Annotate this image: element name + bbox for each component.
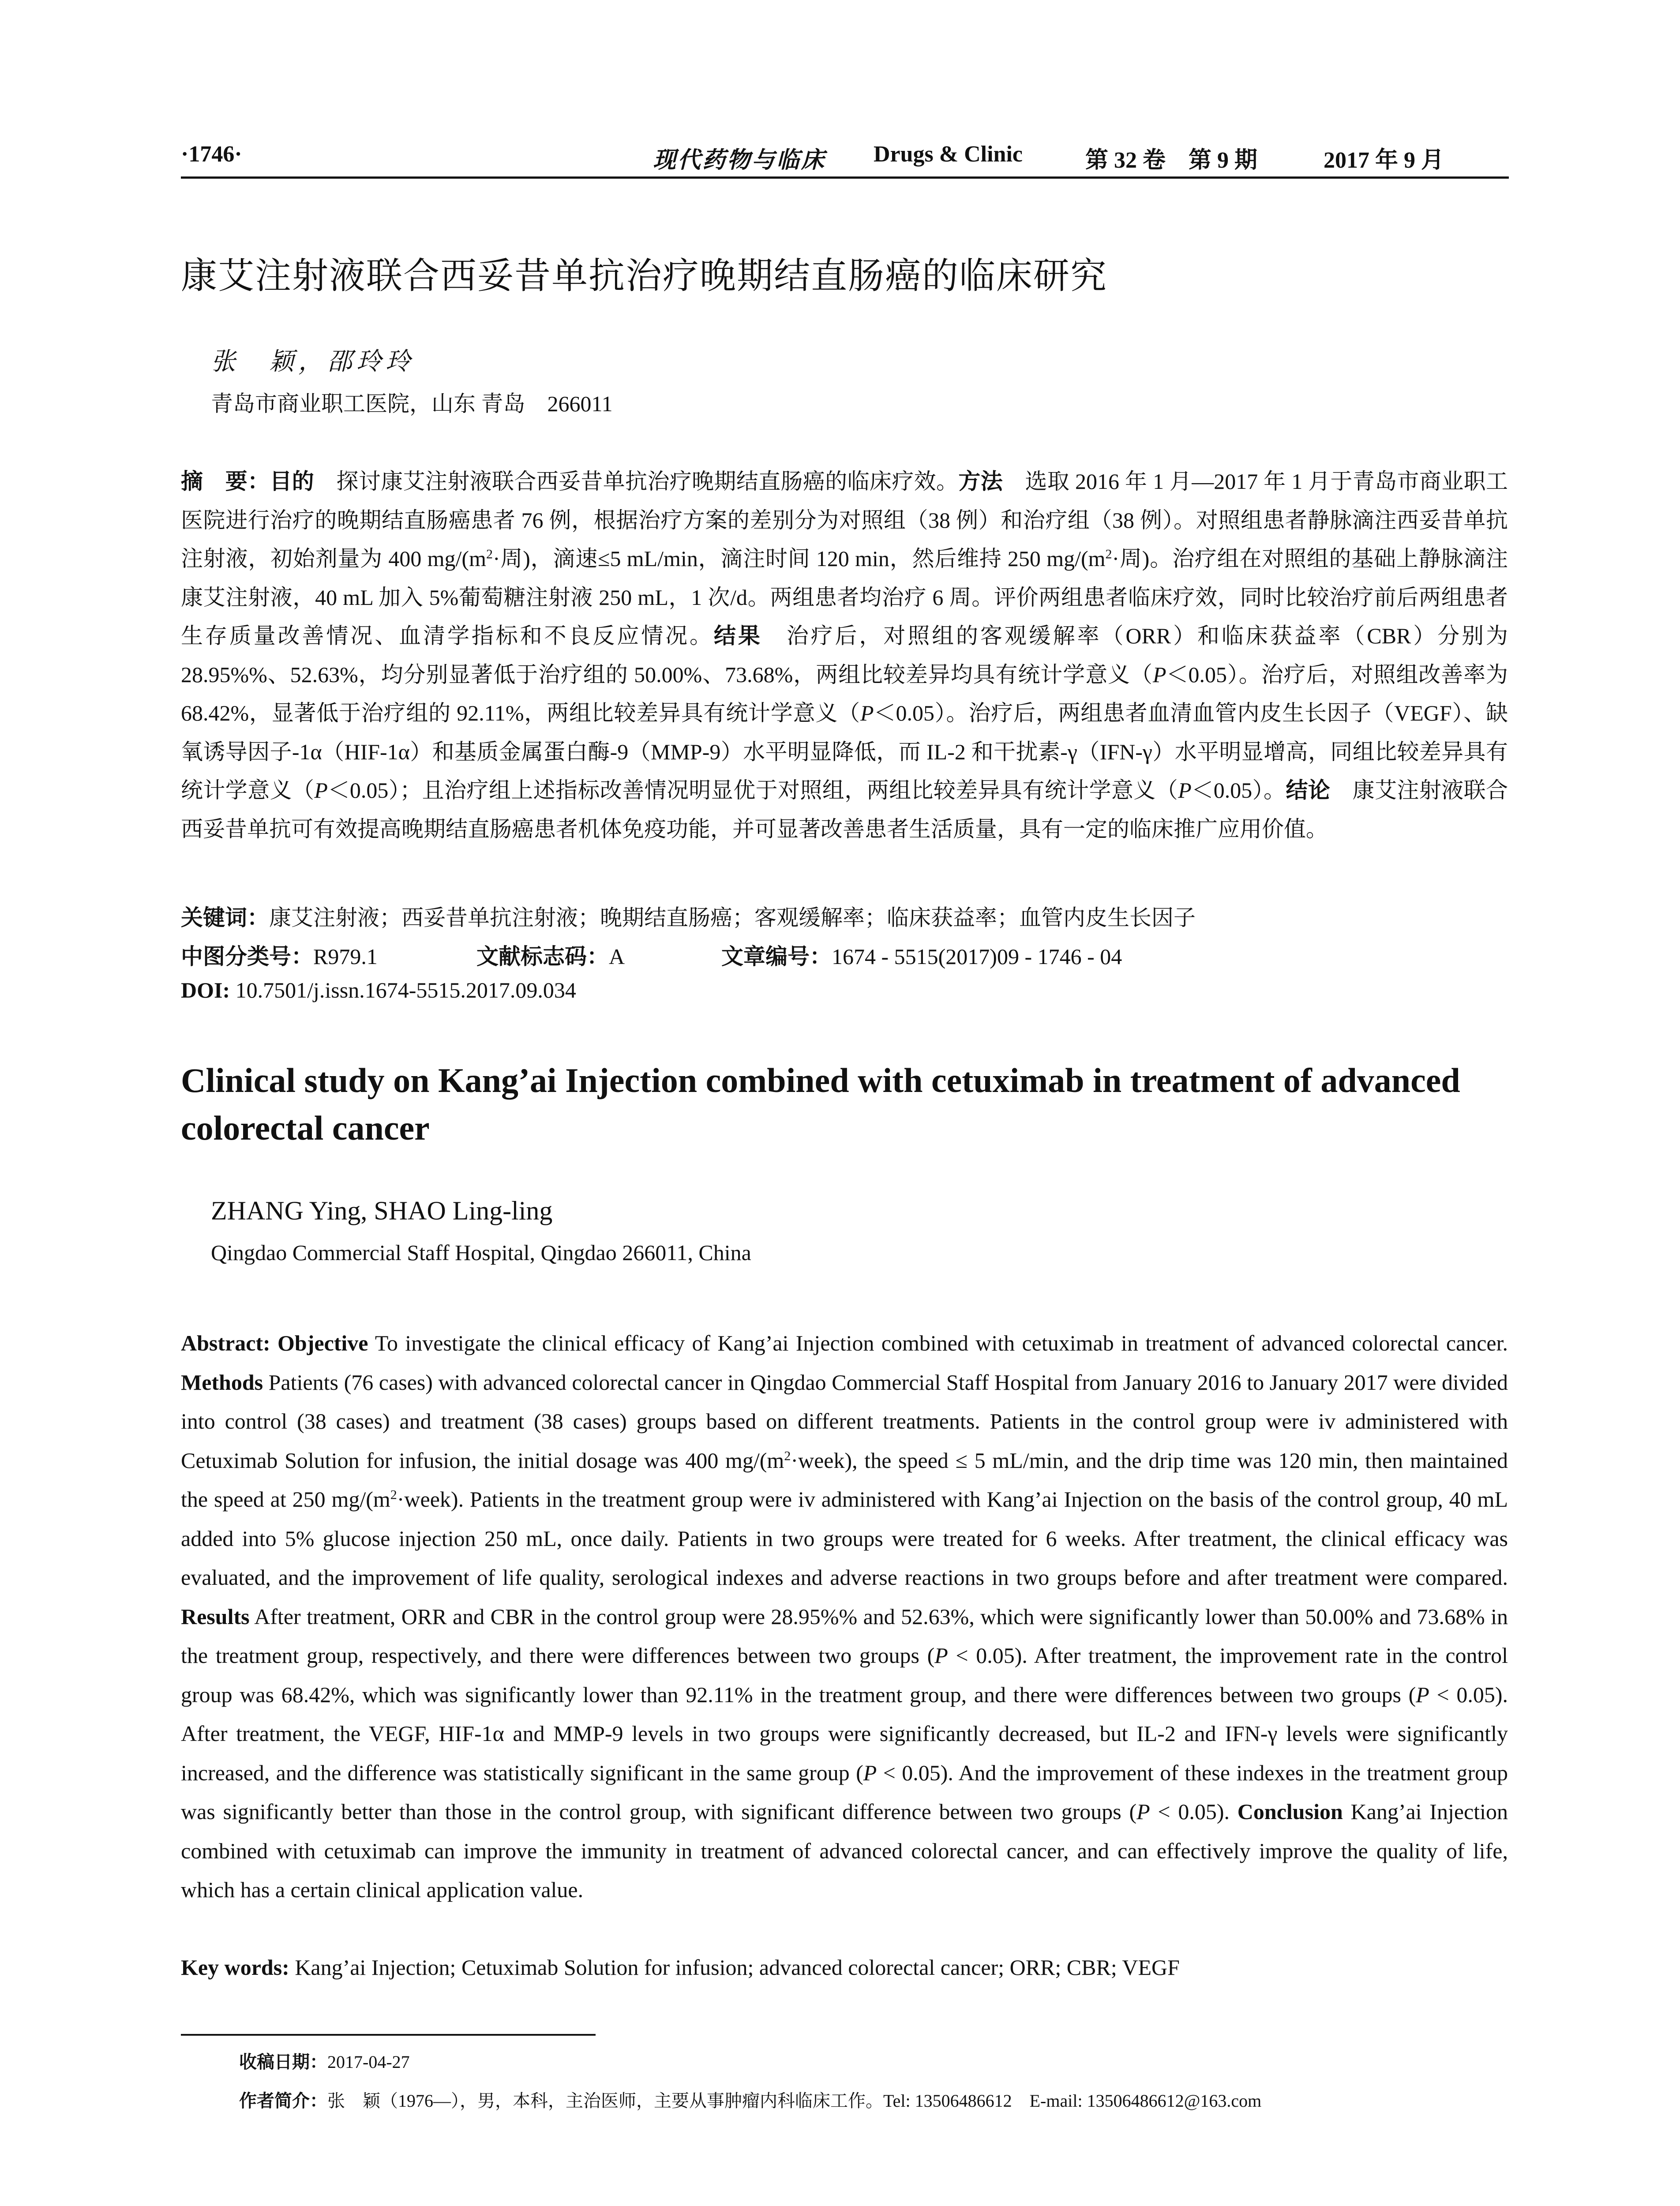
keywords-label-en: Key words: [181,1955,289,1980]
p-value-symbol: P [1178,778,1192,803]
conclusion-label-cn: 结论 [1286,777,1331,803]
p-threshold: < 0.05). [877,1760,953,1785]
abstract-en [181,1324,1508,1910]
p-threshold: < 0.05). [948,1643,1028,1668]
conclusion-label-en: Conclusion [1237,1799,1343,1824]
results-text-en: After treatment, ORR and CBR in the control group were 28.95%% and 52.63%, which were significantly lower than 50.00% and 73.68% in the treatment group, respectively, and there were differences between two groups ( [181,1604,1508,1668]
doi-label: DOI: [181,978,230,1002]
methods-label-en: Methods [181,1369,263,1395]
doi-value: 10.7501/j.issn.1674-5515.2017.09.034 [230,978,576,1002]
results-label-cn: 结果 [713,623,762,649]
methods-text-en: ·week), the speed ≤ 5 mL/min, and the drip time was 120 min, then maintained the speed at 250 mg/(m [181,1448,1508,1512]
objective-text-cn: 探讨康艾注射液联合西妥昔单抗治疗晚期结直肠癌的临床疗效。 [314,469,959,494]
keywords-label-cn: 关键词： [181,905,269,930]
doi-line [181,977,576,1003]
superscript-2: 2 [486,547,493,562]
p-threshold: ＜0.05）。 [1166,662,1261,687]
article-number-label: 文章编号： [721,944,832,969]
journal-name-en: Drugs & Clinic [874,142,1023,167]
results-text-en: After treatment, the VEGF, HIF-1α and MMP-9 levels in two groups were significantly decreased, but IL-2 and IFN-γ levels were significantly increased, and the difference was statistically significant in the same group ( [181,1721,1508,1785]
header-rule [181,176,1509,179]
keywords-text-cn: 康艾注射液；西妥昔单抗注射液；晚期结直肠癌；客观缓解率；临床获益率；血管内皮生长因子 [269,905,1196,930]
conclusion-text-cn: 康艾注射液联合西妥昔单抗可有效提高晚期结直肠癌患者机体免疫功能，并可显著改善患者生活质量，具有一定的临床推广应用价值。 [181,778,1508,841]
keywords-cn [181,900,1508,932]
methods-text-cn: 选取 2016 年 1 月—2017 年 1 月于青岛市商业职工医院进行治疗的晚期结直肠癌患者 76 例，根据治疗方案的差别分为对照组（38 例）和治疗组（38 例）。对照组患者静脉滴注西妥昔单抗注射液，初始剂量为 400 mg/(m [181,469,1508,571]
article-title-en: Clinical study on Kang’ai Injection combined with cetuximab in treatment of advanced colorectal cancer [181,1061,1460,1147]
keywords-text-en: Kang’ai Injection; Cetuximab Solution for infusion; advanced colorectal cancer; ORR; CBR; VEGF [289,1955,1180,1980]
running-header [181,141,1509,178]
author-bio-text: 张 颖（1976—），男，本科，主治医师，主要从事肿瘤内科临床工作。Tel: 13506486612 E-mail: 13506486612@163.com [327,2091,1262,2111]
p-value-symbol: P [863,1760,877,1785]
doc-code-label: 文献标志码： [476,944,609,969]
results-text-cn: 且治疗组上述指标改善情况明显优于对照组，两组比较差异具有统计学意义（ [422,778,1178,803]
class-label: 中图分类号： [181,944,313,969]
article-number-value: 1674 - 5515(2017)09 - 1746 - 04 [832,944,1122,969]
journal-name-cn: 现代药物与临床 [653,148,826,173]
affiliation-en: Qingdao Commercial Staff Hospital, Qingdao 266011, China [211,1240,751,1265]
p-threshold: < 0.05). [1429,1682,1508,1707]
p-threshold: ＜0.05）。 [1191,778,1286,803]
p-threshold: ＜0.05）。 [874,701,969,725]
p-value-symbol: P [1416,1682,1429,1707]
volume-issue: 第 32 卷 第 9 期 [1085,148,1258,173]
objective-label-en: Objective [270,1331,368,1355]
received-label: 收稿日期： [239,2052,327,2072]
received-value: 2017-04-27 [327,2052,410,2072]
authors-en: ZHANG Ying, SHAO Ling-ling [211,1196,553,1225]
doc-code-value: A [609,944,625,969]
results-text-en: After treatment, the improvement rate in the control group was 68.42%, which was significantly lower than 92.11% in the treatment group, and there were differences between two groups ( [181,1643,1508,1707]
p-threshold: < 0.05). [1150,1799,1238,1824]
results-text-cn: 治疗后，两组患者血清血管内皮生长因子（VEGF）、缺氧诱导因子-1α（HIF-1α）和基质金属蛋白酶-9（MMP-9）水平明显降低，而 IL-2 和干扰素-γ（IFN-γ）水平明显增高，同组比较差异具有统计学意义（ [181,701,1508,803]
author-bio-label: 作者简介： [239,2091,327,2111]
superscript-2: 2 [390,1487,397,1502]
class-value: R979.1 [313,944,378,969]
p-threshold: ＜0.05）； [327,778,422,803]
page-number: ·1746· [181,142,242,167]
abstract-label-en: Abstract: [181,1331,270,1355]
methods-text-cn: ·周)，滴速≤5 mL/min，滴注时间 120 min，然后维持 250 mg/(m [492,546,1106,571]
results-label-en: Results [181,1604,250,1629]
methods-text-en: Patients (76 cases) with advanced colorectal cancer in Qingdao Commercial Staff Hospital from January 2016 to January 2017 were divided into control (38 cases) and treatment (38 cases) groups based on different treatments. Patients in the control group were iv administered with Cetuximab Solution for infusion, the initial dosage was 400 mg/(m [181,1369,1508,1473]
objective-label-cn: 目的 [270,469,315,494]
keywords-en [181,1955,1508,1980]
authors-cn: 张 颖，邵玲玲 [211,348,415,375]
methods-label-cn: 方法 [958,469,1003,494]
p-value-symbol: P [934,1643,948,1668]
article-title-cn: 康艾注射液联合西妥昔单抗治疗晚期结直肠癌的临床研究 [181,255,1108,297]
p-value-symbol: P [1152,662,1166,687]
abstract-cn [181,462,1508,848]
superscript-2: 2 [1105,547,1112,562]
footnote-rule [181,2034,596,2036]
p-value-symbol: P [314,778,328,803]
author-bio [239,2087,1261,2112]
methods-text-cn: ·周)。治疗组在对照组的基础上静脉滴注康艾注射液，40 mL 加入 5%葡萄糖注射液 250 mL，1 次/d。两组患者均治疗 6 周。评价两组患者临床疗效，同时比较治疗前后两组患者生存质量改善情况、血清学指标和不良反应情况。 [181,546,1508,648]
p-value-symbol: P [860,701,874,725]
received-date [239,2048,410,2073]
affiliation-cn: 青岛市商业职工医院，山东 青岛 266011 [211,391,613,416]
p-value-symbol: P [1136,1799,1150,1824]
conclusion-text-en: Kang’ai Injection combined with cetuximab can improve the immunity in treatment of advanced colorectal cancer, and can effectively improve the quality of life, which has a certain clinical application value. [181,1799,1508,1902]
superscript-2: 2 [784,1448,791,1463]
objective-text-en: To investigate the clinical efficacy of Kang’ai Injection combined with cetuximab in treatment of advanced colorectal cancer. [368,1331,1508,1355]
results-text-cn: 治疗后，对照组改善率为 68.42%，显著低于治疗组的 92.11%，两组比较差异具有统计学意义（ [181,662,1508,725]
issue-date: 2017 年 9 月 [1324,148,1444,173]
methods-text-en: ·week). Patients in the treatment group were iv administered with Kang’ai Injection on the basis of the control group, 40 mL added into 5% glucose injection 250 mL, once daily. Patients in two groups were treated for 6 weeks. After treatment, the clinical efficacy was evaluated, and the improvement of life quality, serological indexes and adverse reactions in two groups before and after treatment were compared. [181,1487,1508,1590]
abstract-label-cn: 摘 要： [181,469,270,494]
results-text-cn: 治疗后，对照组的客观缓解率（ORR）和临床获益率（CBR）分别为 28.95%%、52.63%，均分别显著低于治疗组的 50.00%、73.68%，两组比较差异均具有统计学意义（ [181,623,1508,687]
results-text-en: And the improvement of these indexes in the treatment group was significantly better than those in the control group, with significant difference between two groups ( [181,1760,1508,1824]
